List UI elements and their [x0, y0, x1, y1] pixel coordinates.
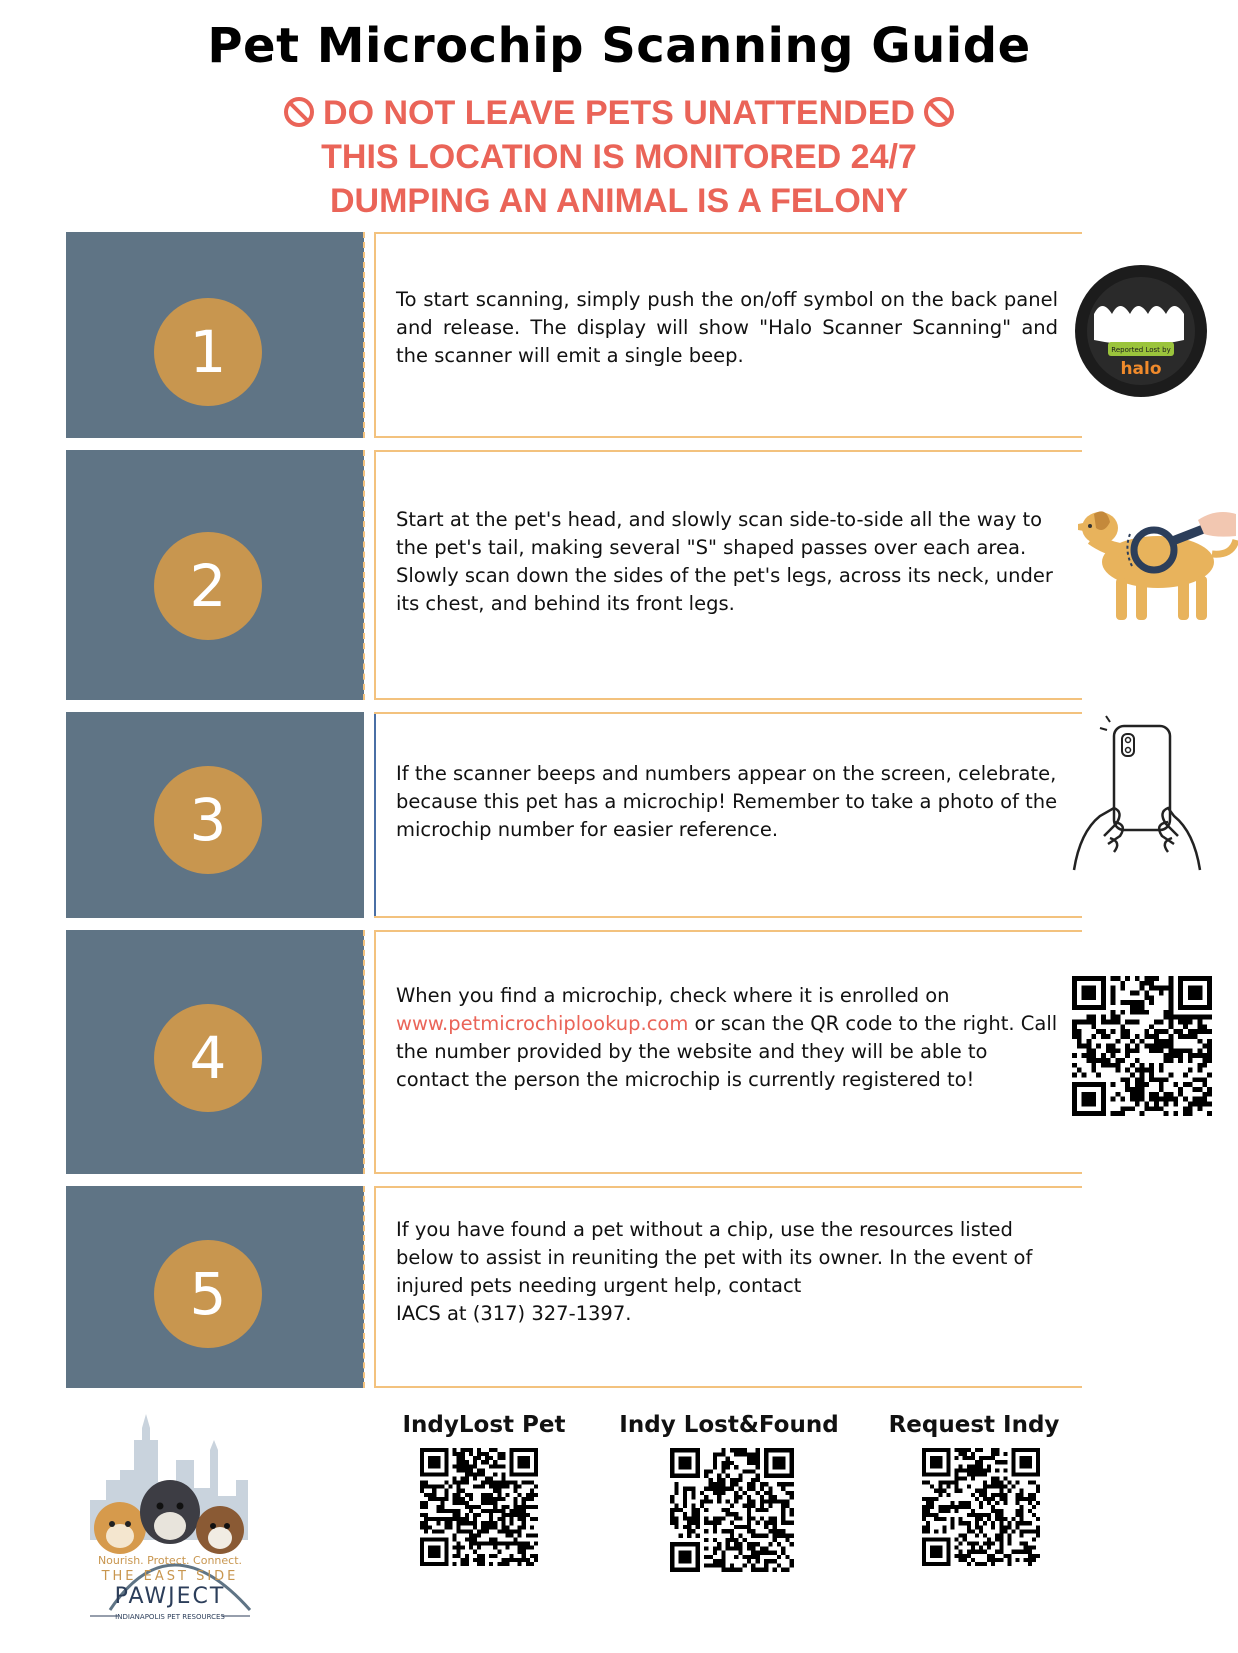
step-2-text [396, 506, 1058, 618]
step-1-text: To start scanning, simply push the on/off symbol on the back panel and release. The display will show "Halo Scanner Scanning" and the scanner will emit a single beep. [396, 288, 1058, 367]
halo-badge-text: Reported Lost by [1111, 346, 1171, 354]
logo-line1: THE EAST SIDE [101, 1569, 239, 1584]
qr-code-icon[interactable] [922, 1448, 1040, 1566]
warning-line-2: THIS LOCATION IS MONITORED 24/7 [321, 138, 917, 176]
step-5-text-b: IACS at (317) 327-1397. [396, 1302, 632, 1325]
step-divider [363, 450, 365, 700]
step-divider [363, 930, 365, 1174]
step-divider [363, 232, 365, 438]
resource-label-indylostfound: Indy Lost&Found [619, 1412, 839, 1438]
step-4-text [396, 982, 1058, 1094]
warning-line-1: DO NOT LEAVE PETS UNATTENDED [0, 94, 1238, 133]
page-title: Pet Microchip Scanning Guide [207, 18, 1031, 74]
pawject-logo [50, 1410, 290, 1620]
step-4-text-b: or scan the QR code to the right. Call the number provided by the website and they will be able to contact the person the microchip is currently registered to! [396, 1012, 1058, 1091]
logo-tagline: Nourish. Protect. Connect. [97, 1554, 243, 1567]
step-5-text-a: If you have found a pet without a chip, use the resources listed below to assist in reuniting the pet with its owner. In the event of injured pets needing urgent help, contact [396, 1218, 1033, 1297]
qr-code-icon[interactable] [1072, 976, 1212, 1116]
step-3-number: 3 [154, 766, 262, 874]
resource-label-requestindy: Request Indy [888, 1412, 1060, 1438]
logo-line2: PAWJECT [114, 1584, 226, 1609]
prohibited-icon [283, 96, 315, 128]
step-divider [363, 1186, 365, 1388]
step-5-text [396, 1216, 1058, 1328]
dog-scanning-icon [1066, 500, 1238, 628]
step-5-number: 5 [154, 1240, 262, 1348]
step-3-text: If the scanner beeps and numbers appear on the screen, celebrate, because this pet has a microchip! Remember to take a photo of the microchip number for easier reference. [396, 762, 1058, 841]
step-4-number: 4 [154, 1004, 262, 1112]
halo-brand: halo [1120, 359, 1162, 379]
step-4-text-a: When you find a microchip, check where it is enrolled on [396, 984, 950, 1007]
step-1-number: 1 [154, 298, 262, 406]
warning-line-3: DUMPING AN ANIMAL IS A FELONY [330, 182, 908, 220]
step-2-number: 2 [154, 532, 262, 640]
halo-scanner-icon [1072, 262, 1210, 400]
logo-line3: INDIANAPOLIS PET RESOURCES [115, 1613, 225, 1620]
qr-code-icon[interactable] [670, 1448, 794, 1572]
phone-photo-icon [1070, 712, 1204, 872]
step-2-text-a: Start at the pet's head, and slowly scan side-to-side all the way to the pet's tail, making several "S" shaped passes over each area. [396, 508, 1043, 559]
qr-code-icon[interactable] [420, 1448, 538, 1566]
lookup-link[interactable]: www.petmicrochiplookup.com [396, 1012, 689, 1035]
prohibited-icon [923, 96, 955, 128]
resource-label-indylostpet: IndyLost Pet [402, 1412, 566, 1438]
step-2-text-b: Slowly scan down the sides of the pet's legs, across its neck, under its chest, and behind its front legs. [396, 564, 1053, 615]
